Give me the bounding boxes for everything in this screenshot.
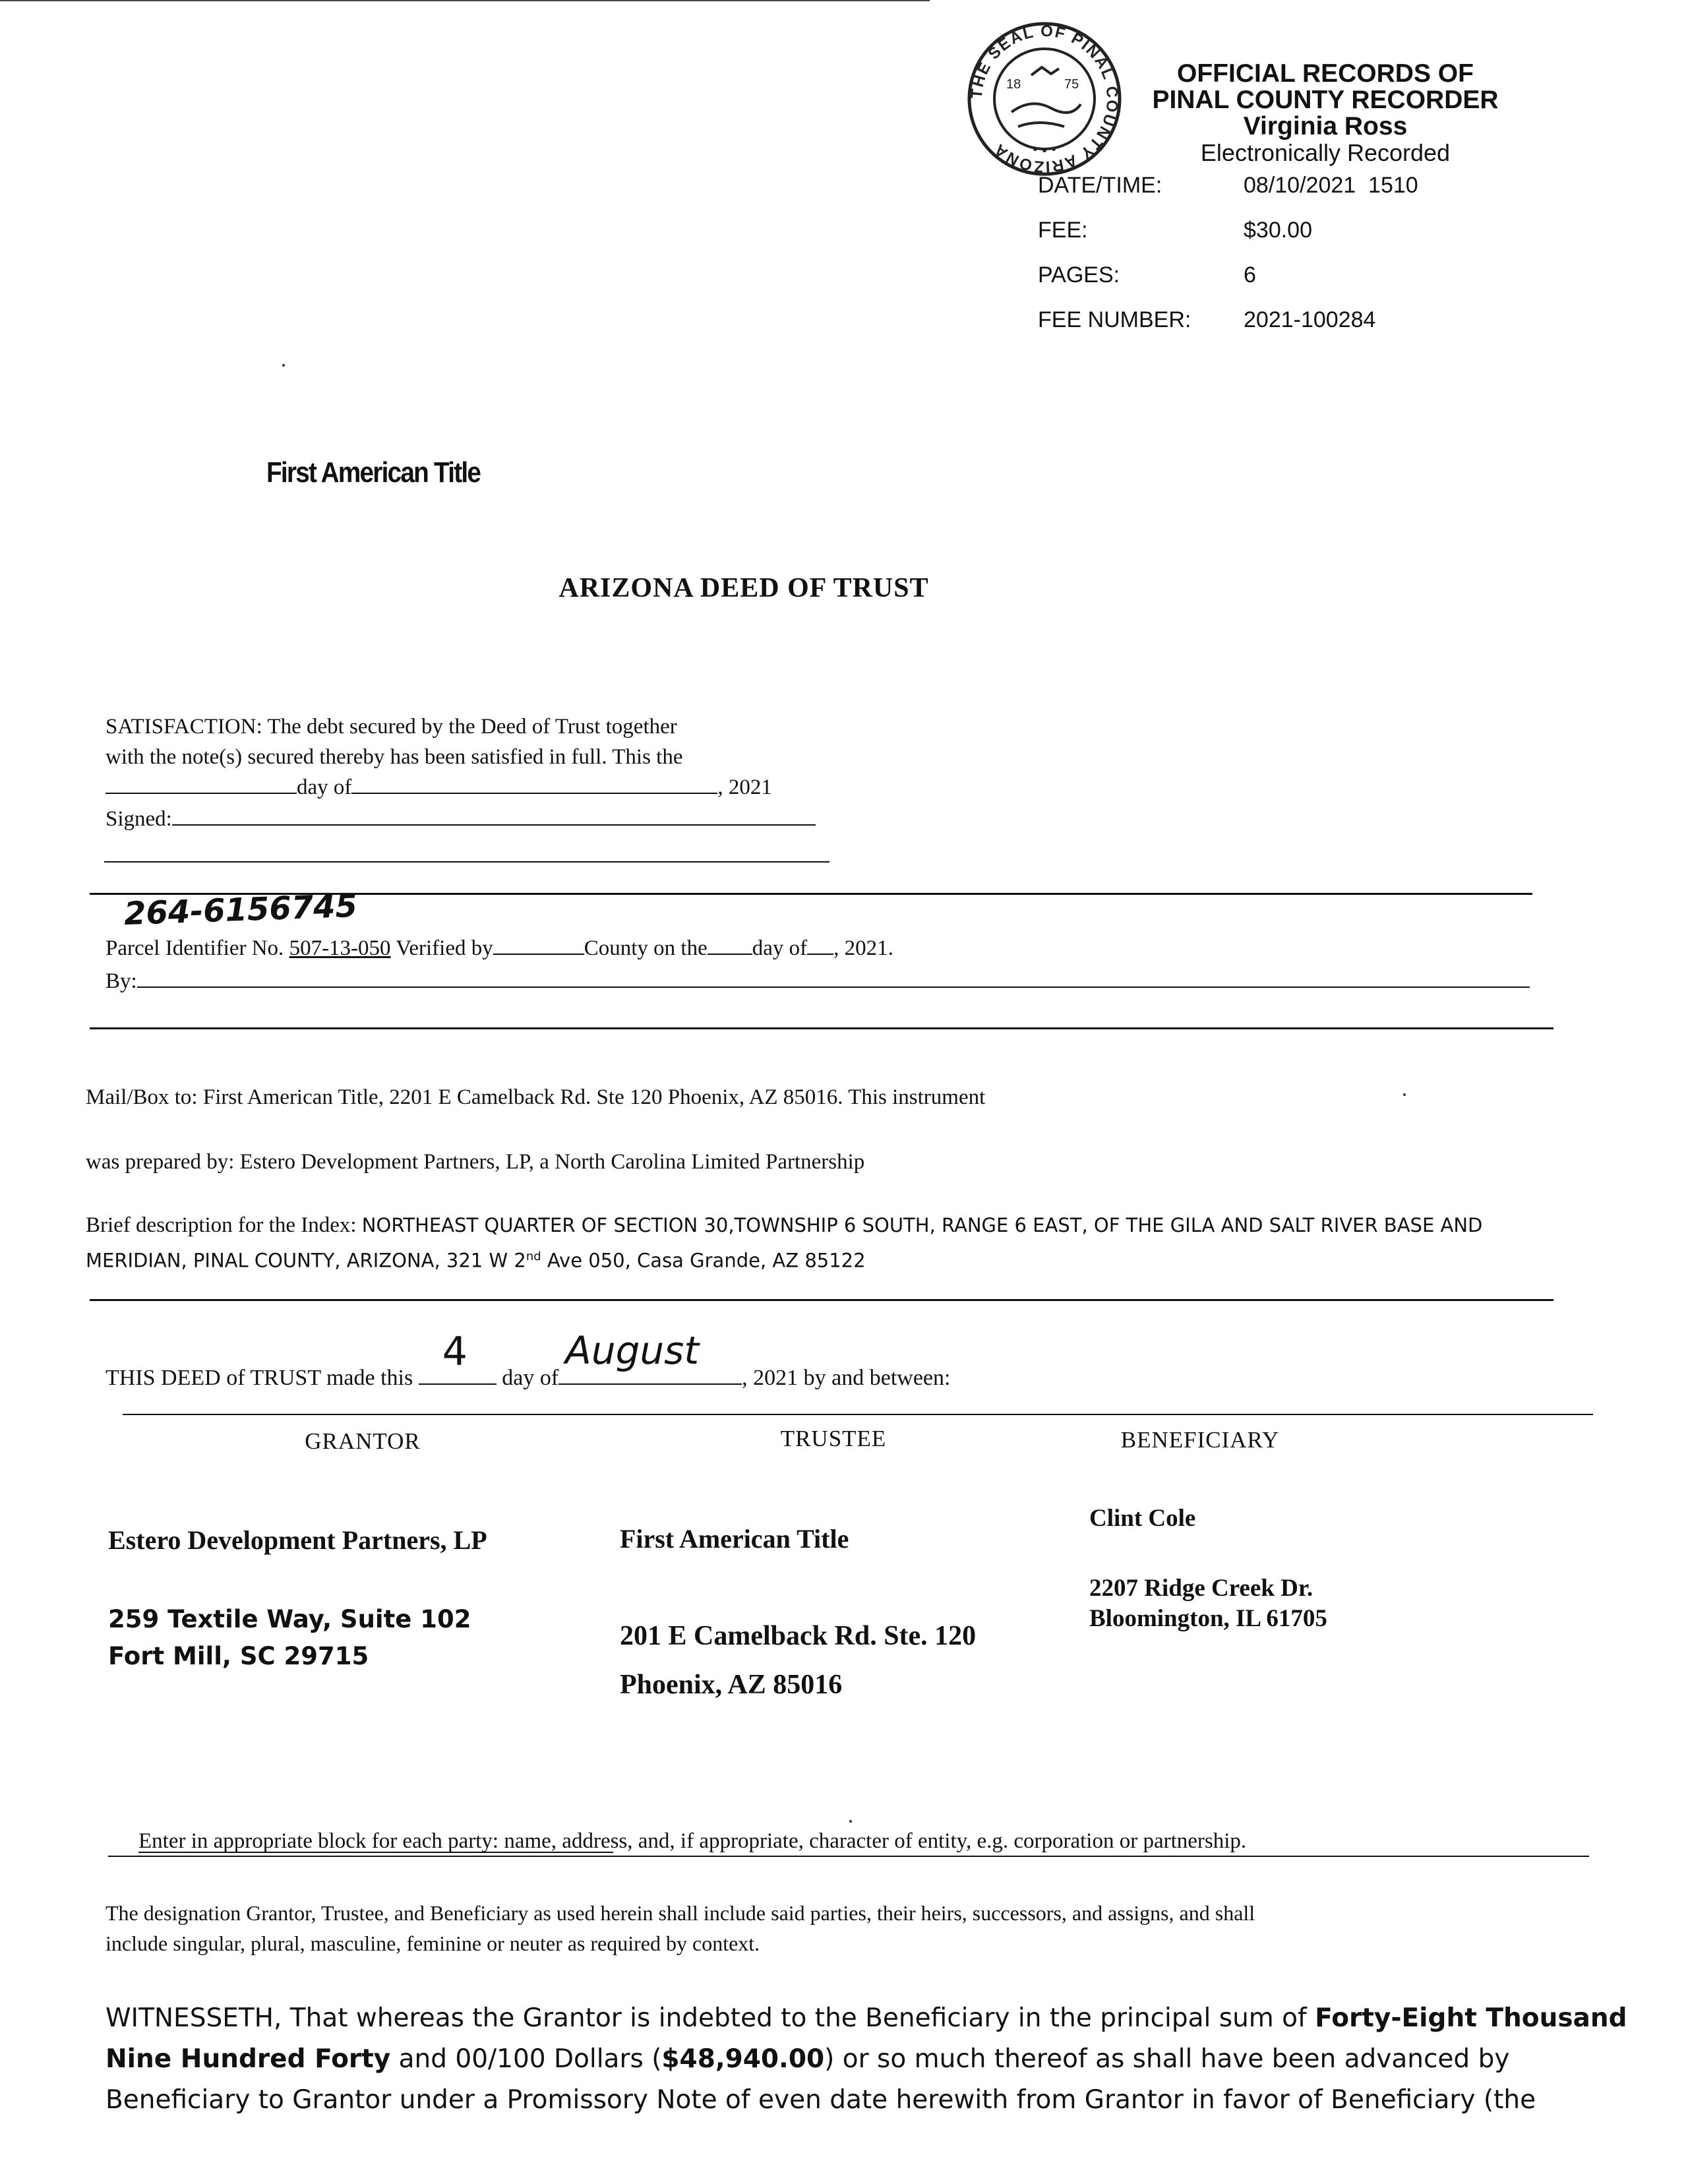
beneficiary-address-line-2: Bloomington, IL 61705 — [1089, 1605, 1327, 1632]
grantor-address — [108, 1601, 471, 1675]
ordinal-suffix: nd — [526, 1250, 541, 1263]
beneficiary-column-header: BENEFICIARY — [1120, 1427, 1280, 1453]
scan-speck — [849, 1820, 852, 1823]
satisfaction-line-3 — [106, 772, 772, 802]
trustee-column-header: TRUSTEE — [780, 1426, 887, 1451]
deed-day-of: day of — [502, 1366, 559, 1390]
parcel-verified-by: Verified by — [396, 936, 493, 960]
witnesseth-line-2 — [106, 2039, 1596, 2080]
deed-made-line — [106, 1328, 951, 1393]
prepared-by-line: was prepared by: Estero Development Partners, LP, a North Carolina Limited Partnership — [86, 1150, 865, 1174]
scan-speck — [1403, 1093, 1406, 1096]
witnesseth-paragraph — [106, 1998, 1627, 2121]
seal-ring-text: THE SEAL OF PINAL COUNTY ARIZONA — [967, 22, 1122, 176]
satisfaction-day-of: day of — [297, 775, 352, 799]
parcel-line — [106, 932, 893, 963]
witnesseth-line-1 — [106, 1998, 1627, 2039]
deed-made-suffix: , 2021 by and between: — [742, 1366, 951, 1390]
witnesseth-line-3: Beneficiary to Grantor under a Promissory Note of even date herewith from Grantor in favor of Beneficiary (the — [106, 2085, 1536, 2115]
beneficiary-address — [1089, 1573, 1327, 1634]
satisfaction-day-blank — [106, 772, 297, 794]
witnesseth-text: ) or so much thereof as shall have been advanced by — [824, 2044, 1510, 2074]
instruction-underline — [138, 1852, 613, 1853]
seal-year-right: 75 — [1064, 77, 1079, 92]
recording-label: DATE/TIME: — [1038, 173, 1162, 198]
grantor-address-line-2: Fort Mill, SC 29715 — [108, 1642, 369, 1670]
instruction-text: Enter in appropriate block for each party: name, address, and, if appropriate, character of entity, e.g. corporation or partnership. — [138, 1829, 1247, 1853]
brief-description-text: MERIDIAN, PINAL COUNTY, ARIZONA, 321 W 2 — [86, 1249, 526, 1272]
document-title: ARIZONA DEED OF TRUST — [558, 573, 929, 603]
handwritten-month: August — [565, 1328, 700, 1373]
trustee-address — [620, 1612, 976, 1709]
parcel-by-blank — [137, 965, 1530, 988]
satisfaction-line-1: SATISFACTION: The debt secured by the Deed of Trust together — [106, 715, 677, 739]
witnesseth-text: WITNESSETH, That whereas the Grantor is indebted to the Beneficiary in the principal sum of — [106, 2003, 1315, 2033]
designation-line-2: include singular, plural, masculine, feminine or neuter as required by context. — [106, 1931, 760, 1955]
designation-paragraph — [106, 1898, 1255, 1958]
beneficiary-name: Clint Cole — [1089, 1505, 1196, 1532]
recording-label: FEE: — [1038, 218, 1088, 243]
scan-speck — [282, 364, 285, 367]
parcel-month-blank — [807, 932, 833, 955]
satisfaction-month-blank — [351, 772, 717, 794]
satisfaction-line-2: with the note(s) secured thereby has been satisfied in full. This the — [106, 745, 683, 769]
parcel-verifier-blank — [493, 932, 584, 955]
deed-made-prefix: THIS DEED of TRUST made this — [106, 1366, 413, 1390]
parcel-by-line — [106, 965, 1530, 996]
recording-label: PAGES: — [1038, 262, 1120, 288]
recorder-line-1: OFFICIAL RECORDS OF — [1177, 59, 1474, 88]
beneficiary-address-line-1: 2207 Ridge Creek Dr. — [1089, 1575, 1313, 1602]
brief-description-line-2 — [86, 1242, 866, 1275]
grantor-column-header: GRANTOR — [305, 1428, 421, 1454]
principal-amount-words-cont: Nine Hundred Forty — [106, 2044, 391, 2074]
deed-day-blank — [419, 1329, 497, 1385]
recording-value: $30.00 — [1244, 218, 1312, 243]
parcel-county-on-the: County on the — [584, 936, 708, 960]
parcel-by-label: By: — [106, 969, 137, 993]
satisfaction-divider — [104, 861, 829, 863]
first-american-title-logo: First American Title — [266, 456, 481, 489]
recorder-name: Virginia Ross — [1243, 112, 1408, 140]
brief-description-text: NORTHEAST QUARTER OF SECTION 30,TOWNSHIP 6 SOUTH, RANGE 6 EAST, OF THE GILA AND SALT RIVER BASE AND — [361, 1214, 1483, 1236]
parcel-day-of: day of — [752, 936, 808, 960]
parcel-year: , 2021. — [833, 936, 893, 960]
recorder-line-2: PINAL COUNTY RECORDER — [1152, 86, 1499, 114]
satisfaction-signed-blank — [172, 803, 816, 826]
recording-value: 08/10/2021 1510 — [1244, 173, 1418, 198]
parties-top-rule — [123, 1414, 1593, 1415]
grantor-name: Estero Development Partners, LP — [108, 1525, 487, 1555]
recorder-header — [1068, 61, 1582, 166]
recording-value: 2021-100284 — [1244, 307, 1376, 332]
handwritten-day: 4 — [442, 1329, 467, 1375]
brief-description-label: Brief description for the Index: — [86, 1213, 357, 1237]
designation-line-1: The designation Grantor, Trustee, and Beneficiary as used herein shall include said parties, their heirs, successors, and assigns, and shall — [106, 1901, 1255, 1925]
grantor-address-line-1: 259 Textile Way, Suite 102 — [108, 1605, 471, 1633]
deed-month-blank — [558, 1328, 742, 1385]
recording-value: 6 — [1244, 262, 1256, 288]
recording-label: FEE NUMBER: — [1038, 307, 1191, 332]
mail-bottom-rule — [90, 1299, 1553, 1301]
trustee-address-line-1: 201 E Camelback Rd. Ste. 120 — [620, 1621, 977, 1651]
mail-to-line: Mail/Box to: First American Title, 2201 E Camelback Rd. Ste 120 Phoenix, AZ 85016. This instrument — [86, 1085, 986, 1109]
parcel-number: 507-13-050 — [289, 936, 391, 960]
trustee-address-line-2: Phoenix, AZ 85016 — [620, 1670, 843, 1700]
seal-year-left: 18 — [1006, 77, 1021, 92]
handwritten-file-number: 264-6156745 — [123, 887, 358, 933]
brief-description-line-1 — [86, 1211, 1482, 1240]
parties-bottom-rule — [108, 1856, 1589, 1857]
scan-top-edge-line — [0, 0, 930, 1]
parcel-day-blank — [708, 932, 752, 955]
trustee-name: First American Title — [620, 1524, 849, 1554]
recorder-line-4: Electronically Recorded — [1200, 139, 1451, 166]
satisfaction-signed-label: Signed: — [106, 807, 172, 831]
principal-amount-words: Forty-Eight Thousand — [1315, 2003, 1627, 2033]
principal-amount-figure: $48,940.00 — [661, 2044, 825, 2074]
witnesseth-text: and 00/100 Dollars ( — [390, 2044, 662, 2074]
parcel-label: Parcel Identifier No. — [106, 936, 284, 960]
satisfaction-signed-line — [106, 803, 816, 834]
brief-description-text: Ave 050, Casa Grande, AZ 85122 — [541, 1249, 866, 1272]
satisfaction-year: , 2021 — [717, 775, 772, 799]
parcel-bottom-rule — [90, 1027, 1553, 1029]
